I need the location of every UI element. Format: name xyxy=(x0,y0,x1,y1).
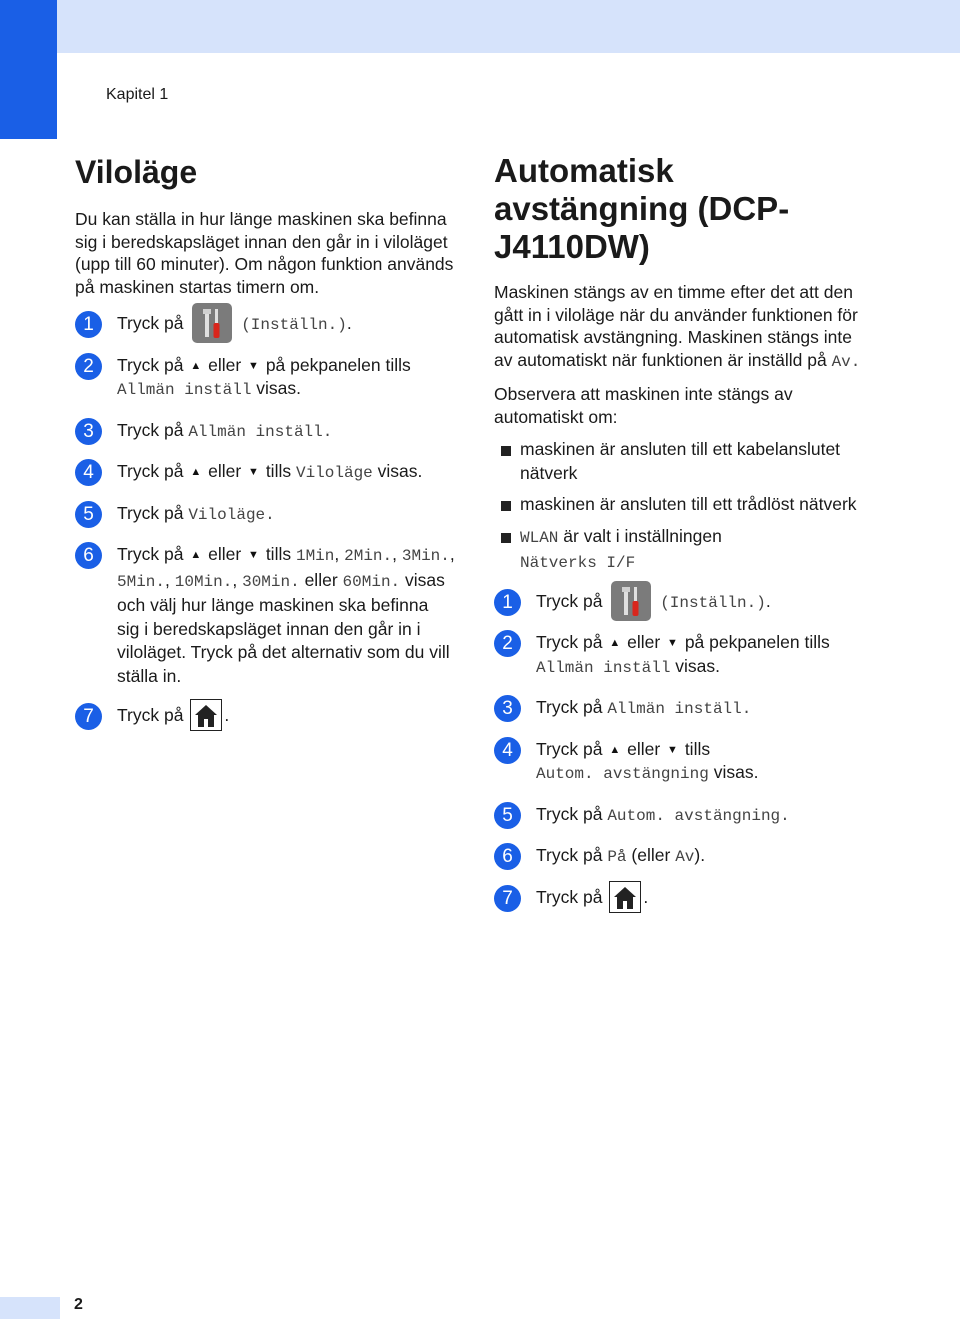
home-icon xyxy=(609,881,641,913)
settings-tools-icon xyxy=(192,303,232,343)
chevron-down-icon: ▼ xyxy=(248,466,259,478)
left-column xyxy=(75,152,455,744)
step-5: 5 Tryck på Viloläge. xyxy=(75,502,455,528)
step-2: 2 Tryck på ▲ eller ▼ på pekpanelen tills Allmän inställ visas. xyxy=(75,354,455,403)
header-band xyxy=(57,0,960,53)
bullet-square-icon xyxy=(501,446,511,456)
step-5: 5 Tryck på Autom. avstängning. xyxy=(494,803,874,829)
steps-list xyxy=(75,312,455,728)
step-6: 6 Tryck på På (eller Av). xyxy=(494,844,874,870)
right-paragraph-1: Maskinen stängs av en timme efter det att den gått in i viloläge när du använder funktionen för automatisk avstängning. Maskinen stängs inte av automatiskt när funktionen är inställd på Av. xyxy=(494,282,861,371)
page-number-bar xyxy=(0,1297,60,1319)
chevron-up-icon: ▲ xyxy=(190,359,202,372)
right-column xyxy=(494,152,874,925)
chevron-up-icon: ▲ xyxy=(190,549,202,561)
step-number: 1 xyxy=(75,311,102,338)
bullet-item: WLAN är valt i inställningen Nätverks I/F xyxy=(494,525,874,576)
chevron-up-icon: ▲ xyxy=(609,743,621,756)
step-4: 4 Tryck på ▲ eller ▼ tills Autom. avstängning visas. xyxy=(494,738,874,787)
step-3: 3 Tryck på Allmän inställ. xyxy=(75,419,455,445)
step-1: 1 Tryck på (Inställn.). xyxy=(494,590,874,616)
steps-list xyxy=(494,590,874,910)
chevron-up-icon: ▲ xyxy=(609,637,621,649)
section-title-automatisk-avstangning: Automatisk avstängning (DCP-J4110DW) xyxy=(494,152,790,265)
right-paragraph-2: Observera att maskinen inte stängs av automatiskt om: xyxy=(494,384,793,427)
step-4: 4 Tryck på ▲ eller ▼ tills Viloläge visas. xyxy=(75,460,455,486)
intro-paragraph: Du kan ställa in hur länge maskinen ska befinna sig i beredskapsläget innan den går in i viloläget (upp till 60 minuter). Om någon funktion används på maskinen startas timern om. xyxy=(75,209,454,297)
bullet-square-icon xyxy=(501,501,511,511)
section-title-viloläge: Viloläge xyxy=(75,154,198,190)
chevron-down-icon: ▼ xyxy=(248,549,259,561)
step-7: 7 Tryck på . xyxy=(494,886,874,910)
step-2: 2 Tryck på ▲ eller ▼ på pekpanelen tills Allmän inställ visas. xyxy=(494,631,874,680)
bullet-square-icon xyxy=(501,533,511,543)
chevron-down-icon: ▼ xyxy=(667,637,678,649)
chevron-up-icon: ▲ xyxy=(190,466,202,478)
chevron-down-icon: ▼ xyxy=(667,743,678,756)
chapter-label: Kapitel 1 xyxy=(106,86,169,103)
chevron-down-icon: ▼ xyxy=(248,359,259,372)
bullet-item: maskinen är ansluten till ett kabelanslutet nätverk xyxy=(494,438,874,485)
bullet-list xyxy=(494,438,874,576)
step-1: 1 Tryck på (Inställn.). xyxy=(75,312,455,338)
chapter-tab xyxy=(0,0,57,139)
bullet-item: maskinen är ansluten till ett trådlöst nätverk xyxy=(494,493,874,517)
home-icon xyxy=(190,699,222,731)
step-3: 3 Tryck på Allmän inställ. xyxy=(494,696,874,722)
step-7: 7 Tryck på . xyxy=(75,704,455,728)
step-6: 6 Tryck på ▲ eller ▼ tills 1Min, 2Min., 3Min., 5Min., 10Min., 30Min. eller 60Min. visas och välj hur länge maskinen ska befinna sig i beredskapsläget innan den går in i viloläget. Tryck på det alternativ som du vill ställa in. xyxy=(75,543,455,688)
page-number: 2 xyxy=(74,1296,83,1313)
settings-tools-icon xyxy=(611,581,651,621)
